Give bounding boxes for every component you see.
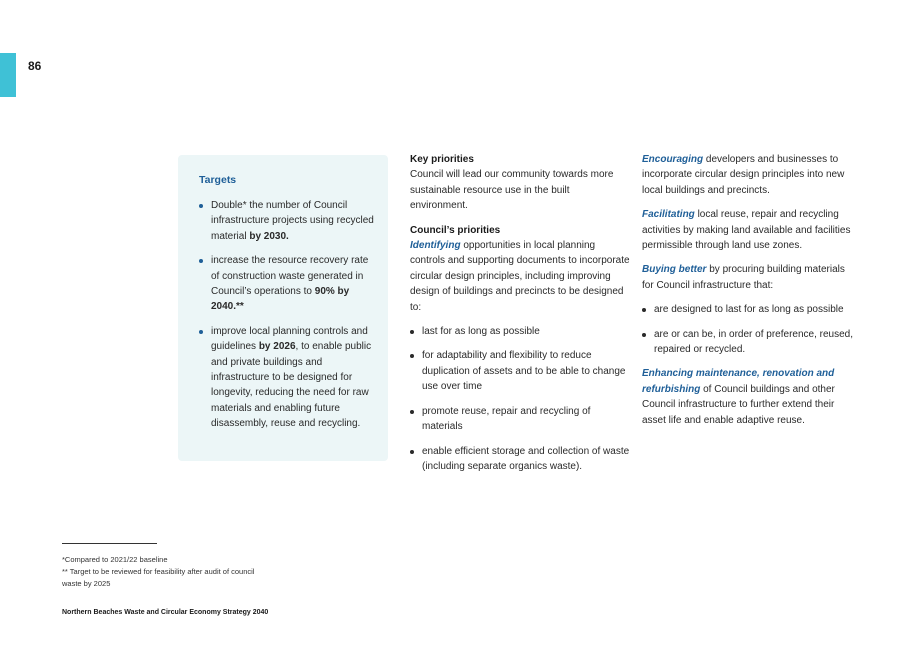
councils-priorities-heading: Council’s priorities — [410, 224, 501, 236]
list-item-text: for adaptability and flexibility to reduce duplication of assets and to be able to change use over time — [422, 350, 626, 393]
targets-list — [199, 198, 376, 432]
list-item-text: promote reuse, repair and recycling of materials — [422, 405, 591, 433]
list-item — [410, 348, 630, 394]
identifying-text: opportunities in local planning controls and supporting documents to incorporate circular design principles, including improving design of buildings and precincts to be designed to: — [410, 240, 630, 313]
facilitating-emphasis: Facilitating — [642, 209, 695, 221]
targets-box — [178, 155, 388, 461]
footnote-1: *Compared to 2021/22 baseline — [62, 555, 168, 564]
document-footer: Northern Beaches Waste and Circular Economy Strategy 2040 — [62, 609, 269, 616]
key-priorities-text: Council will lead our community towards more sustainable resource use in the built environment. — [410, 169, 614, 212]
identifying-emphasis: Identifying — [410, 240, 461, 252]
encouraging-text: developers and businesses to incorporate circular design principles into new local buildings and precincts. — [642, 154, 845, 196]
right-column — [642, 152, 857, 428]
enhancing-text: of Council buildings and other Council infrastructure to further extend their asset life and enable adaptive reuse. — [642, 383, 835, 426]
footnote-2: ** Target to be reviewed for feasibility after audit of council waste by 2025 — [62, 567, 255, 588]
enhancing-paragraph — [642, 366, 857, 428]
bullet-dot-icon — [642, 333, 646, 337]
list-item-text: are or can be, in order of preference, reused, repaired or recycled. — [654, 328, 854, 356]
target-item — [199, 324, 376, 432]
list-item — [410, 444, 630, 475]
target-text: Double* the number of Council infrastructure projects using recycled material — [211, 200, 374, 242]
enhancing-emphasis: Enhancing maintenance, renovation and refurbishing — [642, 368, 835, 395]
target-item — [199, 253, 376, 315]
facilitating-text: local reuse, repair and recycling activities by making land available and facilities permissible through land use zones. — [642, 209, 851, 252]
design-bullets — [410, 324, 630, 474]
target-text: improve local planning controls and guidelines — [211, 325, 368, 353]
list-item — [642, 302, 857, 317]
targets-title: Targets — [199, 174, 237, 186]
target-text-end: , to enable public and private buildings and infrastructure to be designed for longevity, reducing the need for raw materials and enabling future disassembly, reuse and recycling. — [211, 341, 372, 430]
buying-paragraph — [642, 262, 857, 293]
list-item-text: enable efficient storage and collection of waste (including separate organics waste). — [422, 445, 630, 472]
target-emphasis: 90% by 2040.** — [211, 286, 350, 313]
encouraging-paragraph — [642, 152, 857, 198]
target-text: increase the resource recovery rate of construction waste generated in Council’s operations to — [211, 255, 369, 298]
bullet-dot-icon — [642, 308, 646, 312]
middle-column — [410, 152, 630, 483]
target-item — [199, 198, 376, 244]
buying-text: by procuring building materials for Council infrastructure that: — [642, 264, 845, 291]
bullet-dot-icon — [199, 259, 203, 263]
bullet-dot-icon — [199, 330, 203, 334]
page-tab-marker — [0, 53, 16, 97]
target-emphasis: by 2030. — [249, 230, 289, 242]
encouraging-emphasis: Encouraging — [642, 154, 704, 165]
footnote-divider — [62, 543, 157, 544]
list-item — [642, 327, 857, 358]
key-priorities-heading: Key priorities — [410, 154, 474, 165]
identifying-paragraph — [410, 238, 630, 315]
list-item-text: are designed to last for as long as possible — [654, 304, 844, 316]
bullet-dot-icon — [410, 330, 414, 334]
buying-emphasis: Buying better — [642, 264, 707, 276]
page-number: 86 — [28, 59, 42, 73]
target-emphasis: by 2026 — [258, 341, 296, 353]
bullet-dot-icon — [199, 204, 203, 208]
facilitating-paragraph — [642, 207, 857, 253]
list-item-text: last for as long as possible — [422, 326, 540, 338]
list-item — [410, 324, 630, 339]
list-item — [410, 404, 630, 435]
bullet-dot-icon — [410, 410, 414, 414]
bullet-dot-icon — [410, 450, 414, 454]
procurement-bullets — [642, 302, 857, 357]
footnotes — [62, 554, 262, 590]
bullet-dot-icon — [410, 354, 414, 358]
